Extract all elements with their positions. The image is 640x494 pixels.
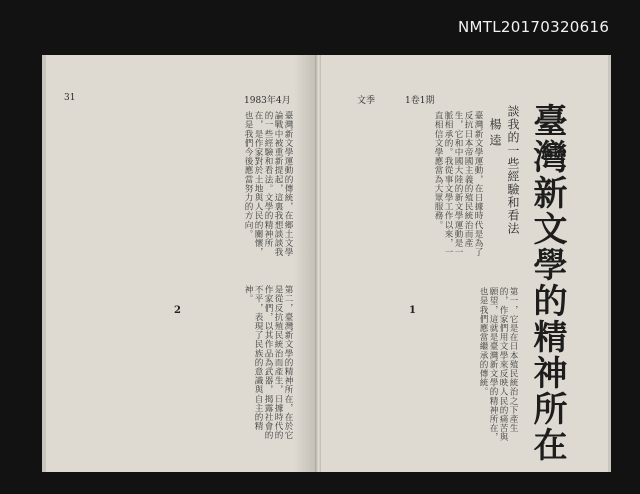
left-lower-text: 第二，臺灣新文學的精神所在，在於它是從反抗殖民統治而產生，日據時代的作家們，以其作品為武器，揭露社會的不平，表現了民族的意識與自主的精神。 — [243, 285, 293, 440]
left-page-date: 1983年4月 — [244, 96, 291, 106]
left-section-marker: 2 — [174, 305, 181, 316]
magazine-spread — [42, 55, 611, 472]
right-upper-text: 臺灣新文學運動，在日據時代是為了反抗日本帝國主義的殖民統治而產生，它和中國大陸的新文學運動是一脈相承的。我從事文學工作以來，一直相信文學應當為大眾服務。 — [433, 111, 483, 257]
article-title: 臺灣新文學的精神所在 — [527, 103, 567, 463]
left-upper-text: 臺灣新文學運動的傳統，在鄉土文學論戰中被重新提起，這裏我想談談我的一些經驗和看法。文學的精神所在，是作家對於土地與人民的關懷，也是我們今後應當努力的方向。 — [243, 111, 293, 257]
journal-name: 文季 — [357, 96, 376, 106]
left-page-number: 31 — [64, 93, 76, 103]
left-page — [46, 55, 315, 472]
journal-issue: 1卷1期 — [405, 96, 435, 106]
scan-id-label: NMTL20170320616 — [458, 18, 610, 36]
article-author: 楊逵 — [488, 118, 502, 150]
right-lower-text: 第一，它是在日本殖民統治之下產生的，作家們用文學來反映人民的痛苦與願望，這就是臺灣新文學的精神所在，也是我們應當繼承的傳統。 — [478, 287, 518, 442]
article-subtitle: 談我的一些經驗和看法 — [506, 105, 520, 235]
right-section-marker: 1 — [409, 305, 416, 316]
page-fold-shadow — [294, 55, 315, 472]
